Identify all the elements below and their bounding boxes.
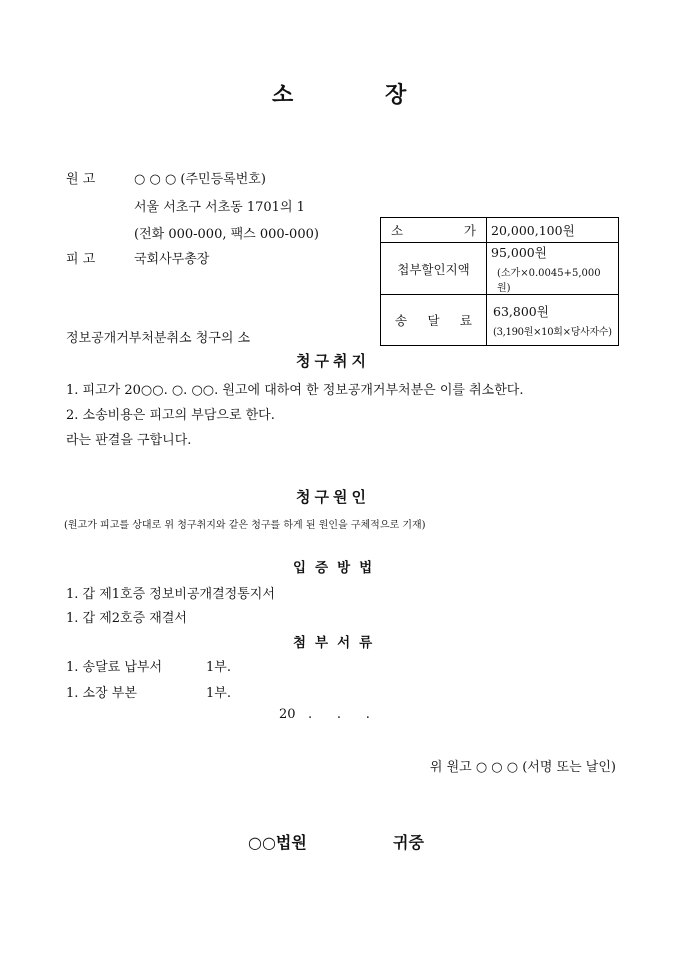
court-honorific: 귀중 [393, 833, 424, 852]
defendant-label: 피 고 [66, 252, 96, 267]
attachment-name: 1. 송달료 납부서 [66, 660, 163, 675]
document-title-left: 소 [272, 82, 294, 108]
signature-line: 위 원고 ○ ○ ○ (서명 또는 날인) [429, 760, 616, 775]
fee-row-claim-value [381, 218, 619, 243]
evidence-item: 1. 갑 제2호증 재결서 [66, 611, 187, 626]
fee-label-char: 가 [463, 223, 476, 238]
fee-amount: 63,800원 [493, 304, 549, 319]
date-line: 20 . . . [279, 707, 370, 722]
fee-row-delivery [381, 295, 619, 346]
attachment-count: 1부. [206, 660, 231, 675]
evidence-heading: 입증방법 [293, 560, 382, 576]
attachments-heading: 첨부서류 [293, 635, 382, 651]
fee-amount: 95,000원 [491, 245, 547, 260]
case-name: 정보공개거부처분취소 청구의 소 [66, 331, 251, 346]
defendant-name: 국회사무총장 [134, 252, 210, 267]
fee-label-delivery [381, 295, 487, 346]
claim-purpose-line-1: 1. 피고가 20○○. ○. ○○. 원고에 대하여 한 정보공개거부처분은 이를 취소한다. [66, 383, 524, 398]
fee-label-char: 소 [391, 223, 404, 238]
fee-note: (3,190원×10회×당사자수) [493, 327, 612, 338]
fee-label-char: 달 [427, 313, 440, 328]
claim-purpose-line-2: 2. 소송비용은 피고의 부담으로 한다. [66, 408, 275, 423]
fee-label-char: 료 [459, 313, 472, 328]
plaintiff-contact: (전화 000-000, 팩스 000-000) [134, 227, 319, 242]
claim-cause-note: (원고가 피고를 상대로 위 청구취지와 같은 청구를 하게 된 원인을 구체적으로 기재) [64, 520, 426, 531]
attachment-name: 1. 소장 부본 [66, 686, 137, 701]
fee-label-char: 송 [395, 313, 408, 328]
fee-row-stamp [381, 243, 619, 295]
fee-note: (소가×0.0045+5,000원) [497, 268, 601, 294]
fee-value-claim-value: 20,000,100원 [487, 218, 619, 243]
claim-cause-heading: 청구원인 [296, 488, 370, 506]
court-name: ○○법원 [248, 833, 307, 852]
evidence-item: 1. 갑 제1호증 정보비공개결정통지서 [66, 587, 275, 602]
fee-table [380, 217, 619, 346]
plaintiff-address: 서울 서초구 서초동 1701의 1 [134, 200, 305, 215]
fee-value-delivery [487, 295, 619, 346]
plaintiff-label: 원 고 [66, 172, 96, 187]
claim-purpose-line-3: 라는 판결을 구합니다. [66, 433, 192, 448]
fee-label-char: 첩부할인지액 [397, 261, 470, 277]
plaintiff-name: ○ ○ ○ (주민등록번호) [134, 172, 266, 187]
fee-label-claim-value [381, 218, 487, 243]
document-title-right: 장 [385, 82, 407, 108]
fee-value-stamp [487, 243, 619, 295]
attachment-count: 1부. [206, 686, 231, 701]
claim-purpose-heading: 청구취지 [296, 352, 370, 370]
fee-label-stamp [381, 243, 487, 295]
